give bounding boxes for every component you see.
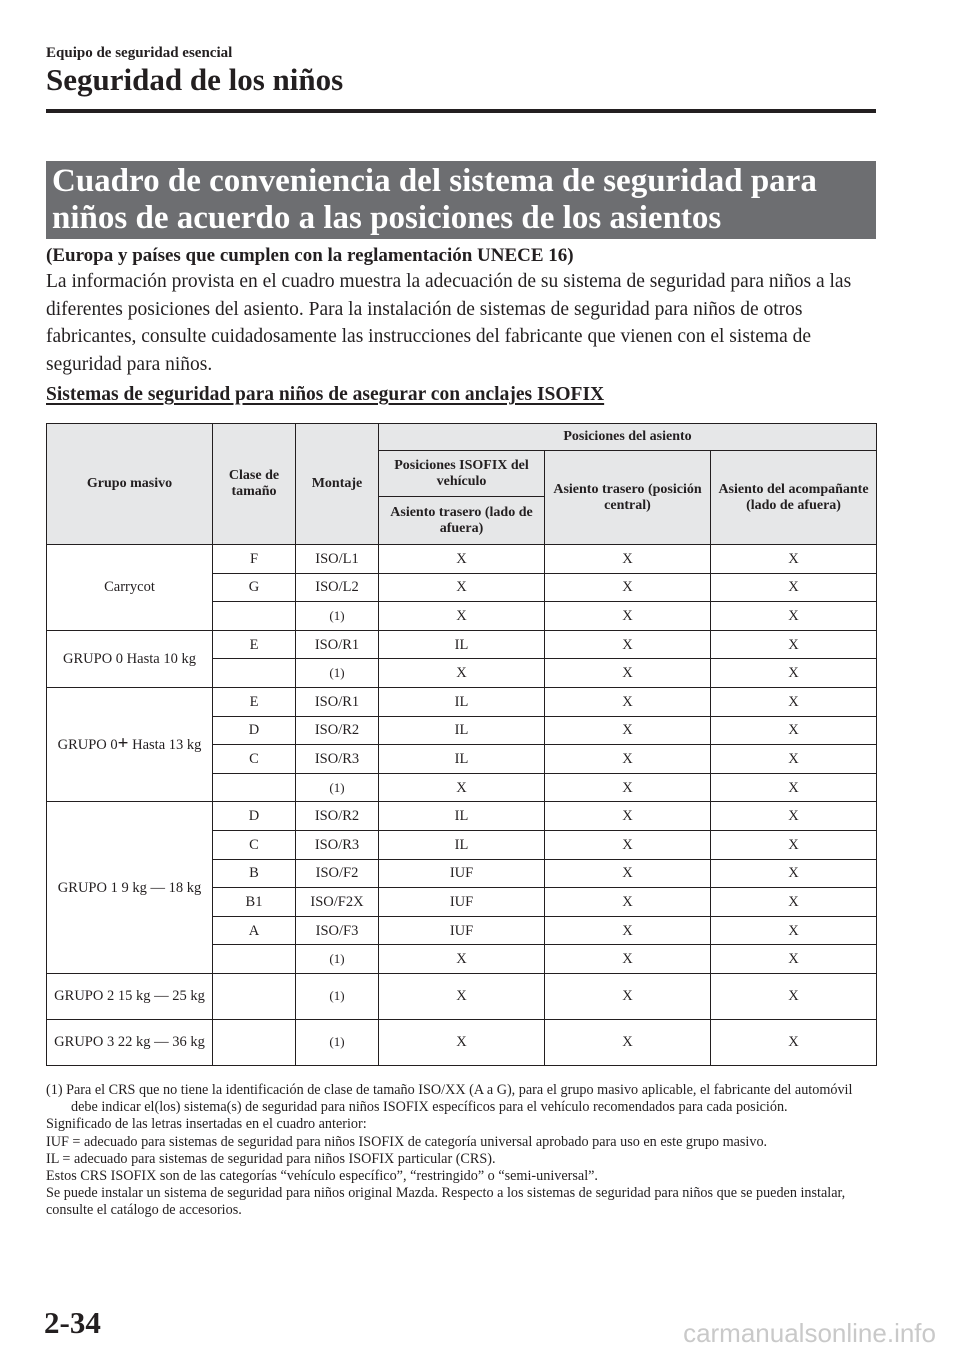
header-group: Grupo masivo [47,424,213,545]
size-cell: A [213,916,296,945]
rear-center-cell: X [545,859,711,888]
fixture-cell: ISO/F3 [296,916,379,945]
fixture-cell: (1) [296,602,379,631]
fixture-cell: ISO/F2 [296,859,379,888]
passenger-cell: X [711,945,877,974]
header-isofix-positions: Posiciones ISOFIX del vehículo [379,451,545,497]
fixture-cell: ISO/R1 [296,630,379,659]
size-cell: G [213,573,296,602]
rear-center-cell: X [545,630,711,659]
size-cell: D [213,716,296,745]
size-cell [213,1019,296,1065]
breadcrumb: Equipo de seguridad esencial [46,45,233,61]
passenger-cell: X [711,602,877,631]
rear-center-cell: X [545,916,711,945]
fixture-cell: (1) [296,773,379,802]
size-cell [213,945,296,974]
section-banner: Cuadro de conveniencia del sistema de seguridad para niños de acuerdo a las posiciones de los asientos [46,161,876,239]
group-name-suffix: Hasta 13 kg [132,736,202,753]
group-name [47,687,213,801]
rear-center-cell: X [545,1019,711,1065]
header-passenger: Asiento del acompañante (lado de afuera) [711,451,877,545]
size-cell: B1 [213,888,296,917]
rear-center-cell: X [545,687,711,716]
rear-outer-cell: IL [379,802,545,831]
passenger-cell: X [711,716,877,745]
table-row [47,687,877,716]
table-row [47,802,877,831]
fixture-cell: ISO/L1 [296,545,379,574]
page-number: 2-34 [44,1305,101,1340]
passenger-cell: X [711,1019,877,1065]
rear-outer-cell: IL [379,630,545,659]
passenger-cell: X [711,745,877,774]
passenger-cell: X [711,545,877,574]
group-name: GRUPO 3 22 kg — 36 kg [47,1019,213,1065]
rear-center-cell: X [545,830,711,859]
passenger-cell: X [711,773,877,802]
passenger-cell: X [711,802,877,831]
fixture-cell: (1) [296,945,379,974]
rear-center-cell: X [545,573,711,602]
table-heading: Sistemas de seguridad para niños de asegurar con anclajes ISOFIX [46,384,605,405]
rear-center-cell: X [545,773,711,802]
header-rule [46,109,876,113]
rear-center-cell: X [545,973,711,1019]
region-note: (Europa y países que cumplen con la reglamentación UNECE 16) [46,245,574,266]
rear-outer-cell: IUF [379,916,545,945]
group-name: GRUPO 0 Hasta 10 kg [47,630,213,687]
rear-outer-cell: X [379,545,545,574]
passenger-cell: X [711,630,877,659]
legend-categories: Estos CRS ISOFIX son de las categorías “vehículo específico”, “restringido” o “semi-universal”. [46,1168,598,1185]
fixture-cell: ISO/F2X [296,888,379,917]
size-cell: D [213,802,296,831]
header-seat-positions: Posiciones del asiento [379,424,877,451]
rear-center-cell: X [545,602,711,631]
size-cell [213,773,296,802]
rear-center-cell: X [545,659,711,688]
watermark: carmanualsonline.info [683,1318,936,1348]
fixture-cell: ISO/R2 [296,716,379,745]
size-cell: E [213,630,296,659]
size-cell: E [213,687,296,716]
passenger-cell: X [711,888,877,917]
group-name: GRUPO 2 15 kg — 25 kg [47,973,213,1019]
page-title: Seguridad de los niños [46,62,344,97]
header-size-class: Clase de tamaño [213,424,296,545]
rear-outer-cell: IL [379,716,545,745]
passenger-cell: X [711,916,877,945]
passenger-cell: X [711,859,877,888]
size-cell: C [213,830,296,859]
rear-center-cell: X [545,545,711,574]
table-notes [46,1082,876,1220]
fixture-cell: (1) [296,1019,379,1065]
size-cell: B [213,859,296,888]
fixture-cell: ISO/R1 [296,687,379,716]
size-cell: F [213,545,296,574]
size-cell [213,602,296,631]
fixture-cell: ISO/R2 [296,802,379,831]
fixture-cell: (1) [296,659,379,688]
legend-il: IL = adecuado para sistemas de seguridad para niños ISOFIX particular (CRS). [46,1150,496,1167]
rear-center-cell: X [545,802,711,831]
footnote-1: (1) Para el CRS que no tiene la identificación de clase de tamaño ISO/XX (A a G), para el grupo masivo aplicable, el fabricante del automóvil debe indicar el(los) sistema(s) de seguridad para niños ISOFIX específicos para el vehículo recomendados para cada posición. [46,1082,853,1116]
passenger-cell: X [711,830,877,859]
rear-outer-cell: X [379,973,545,1019]
fixture-cell: ISO/R3 [296,830,379,859]
mazda-note: Se puede instalar un sistema de seguridad para niños original Mazda. Respecto a los sistemas de seguridad para niños que se pueden instalar, consulte el catálogo de accesorios. [46,1185,846,1219]
rear-outer-cell: IL [379,830,545,859]
size-cell [213,659,296,688]
rear-center-cell: X [545,745,711,774]
table-row [47,630,877,659]
passenger-cell: X [711,973,877,1019]
size-cell [213,973,296,1019]
size-cell: C [213,745,296,774]
rear-outer-cell: X [379,1019,545,1065]
group-name-prefix: GRUPO 0 [57,736,118,753]
header-rear-outer: Asiento trasero (lado de afuera) [379,497,545,545]
table-row [47,545,877,574]
plus-icon: + [117,732,129,754]
header-fixture: Montaje [296,424,379,545]
group-name: Carrycot [47,545,213,631]
legend-iuf: IUF = adecuado para sistemas de seguridad para niños ISOFIX de categoría universal aprobado para uso en este grupo masivo. [46,1133,768,1150]
passenger-cell: X [711,659,877,688]
rear-outer-cell: X [379,773,545,802]
rear-outer-cell: IUF [379,859,545,888]
rear-outer-cell: X [379,945,545,974]
rear-outer-cell: X [379,573,545,602]
header-rear-center: Asiento trasero (posición central) [545,451,711,545]
table-row [47,973,877,1019]
fixture-cell: ISO/L2 [296,573,379,602]
rear-outer-cell: X [379,659,545,688]
rear-outer-cell: IL [379,687,545,716]
compatibility-table [46,423,877,1066]
passenger-cell: X [711,687,877,716]
rear-outer-cell: X [379,602,545,631]
table-row [47,1019,877,1065]
passenger-cell: X [711,573,877,602]
intro-paragraph: La información provista en el cuadro muestra la adecuación de su sistema de seguridad para niños a las diferentes posiciones del asiento. Para la instalación de sistemas de seguridad para niños de otros fabricantes, consulte cuidadosamente las instrucciones del fabricante que vienen con el sistema de seguridad para niños. [46,271,852,375]
legend-intro: Significado de las letras insertadas en el cuadro anterior: [46,1116,367,1133]
fixture-cell: ISO/R3 [296,745,379,774]
fixture-cell: (1) [296,973,379,1019]
group-name: GRUPO 1 9 kg — 18 kg [47,802,213,974]
rear-outer-cell: IUF [379,888,545,917]
rear-outer-cell: IL [379,745,545,774]
rear-center-cell: X [545,888,711,917]
rear-center-cell: X [545,945,711,974]
rear-center-cell: X [545,716,711,745]
